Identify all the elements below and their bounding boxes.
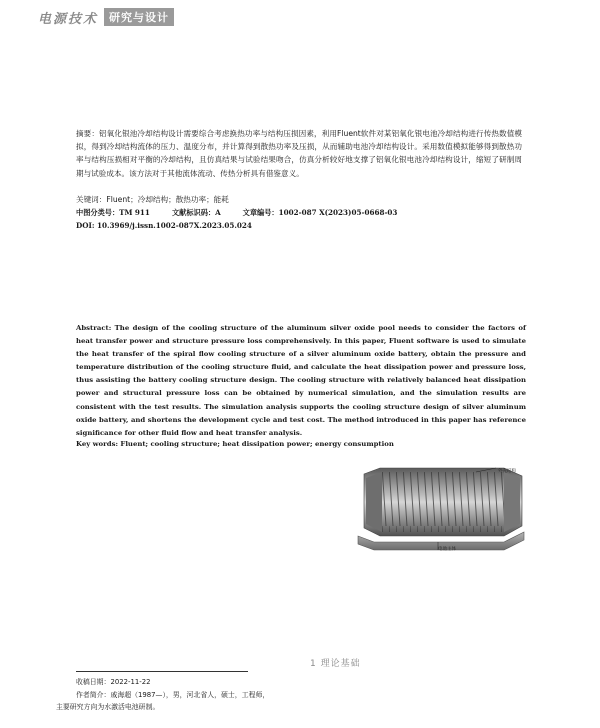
article-metadata: [76, 208, 419, 218]
article-number: 文章编号：1002-087 X(2023)05-0668-03: [242, 208, 398, 217]
journal-header: [38, 8, 174, 26]
chinese-abstract: 摘要：铝氧化银池冷却结构设计需要综合考虑换热功率与结构压损因素，利用Fluent软件对某铝氧化银电池冷却结构进行传热数值模拟，得到冷却结构流体的压力、温度分布，并计算得到散热功率及压损，从而辅助电池冷却结构设计。采用数值模拟能够得到散热功率与结构压损相对平衡的冷却结构，且仿真结果与试验结果吻合，仿真分析较好地支撑了铝氧化银电池冷却结构设计，缩短了研制周期与试验成本。该方法对于其他流体流动、传热分析具有借鉴意义。: [76, 129, 522, 178]
journal-name: 电源技术: [38, 11, 99, 27]
label-outer-casing: 外壳结构: [498, 469, 516, 474]
document-code: 文献标识码：A: [171, 208, 221, 217]
footnote-rule: [76, 671, 248, 672]
clc-number: 中图分类号：TM 911: [76, 208, 150, 217]
received-date: 收稿日期：2022-11-22: [76, 678, 151, 686]
battery-structure-figure: [354, 466, 528, 552]
doi: DOI: 10.3969/j.issn.1002-087X.2023.05.024: [76, 221, 252, 230]
column-tag: 研究与设计: [104, 8, 174, 26]
english-keywords: Key words: Fluent; cooling structure; heat dissipation power; energy consumption: [76, 440, 394, 448]
chinese-keywords: 关键词：Fluent；冷却结构；散热功率；能耗: [76, 195, 229, 204]
research-direction: 主要研究方向为水激活电池研制。: [56, 703, 160, 711]
section-title: 1 理论基础: [310, 659, 361, 669]
english-abstract: Abstract: The design of the cooling structure of the aluminum silver oxide pool needs to consider the factors of heat transfer power and structure pressure loss comprehensively. In this paper, Fluent software is used to simulate the heat transfer of the spiral flow cooling structure of a silver aluminum oxide battery, obtain the pressure and temperature distribution of the cooling structure fluid, and calculate the heat dissipation power and pressure loss, thus assisting the battery cooling structure design. The cooling structure with relatively balanced heat dissipation power and structural pressure loss can be obtained by numerical simulation, and the simulation results are consistent with the test results. The simulation analysis supports the cooling structure design of silver aluminum oxide battery, and shortens the development cycle and test cost. The method introduced in this paper has reference significance for other fluid flow and heat transfer analysis.: [76, 324, 526, 437]
author-bio: 作者简介：戚海超（1987—），男，河北省人，硕士，工程师，: [76, 691, 270, 699]
battery-model-render: [354, 466, 528, 552]
label-battery-body: 电池主体: [438, 547, 456, 552]
